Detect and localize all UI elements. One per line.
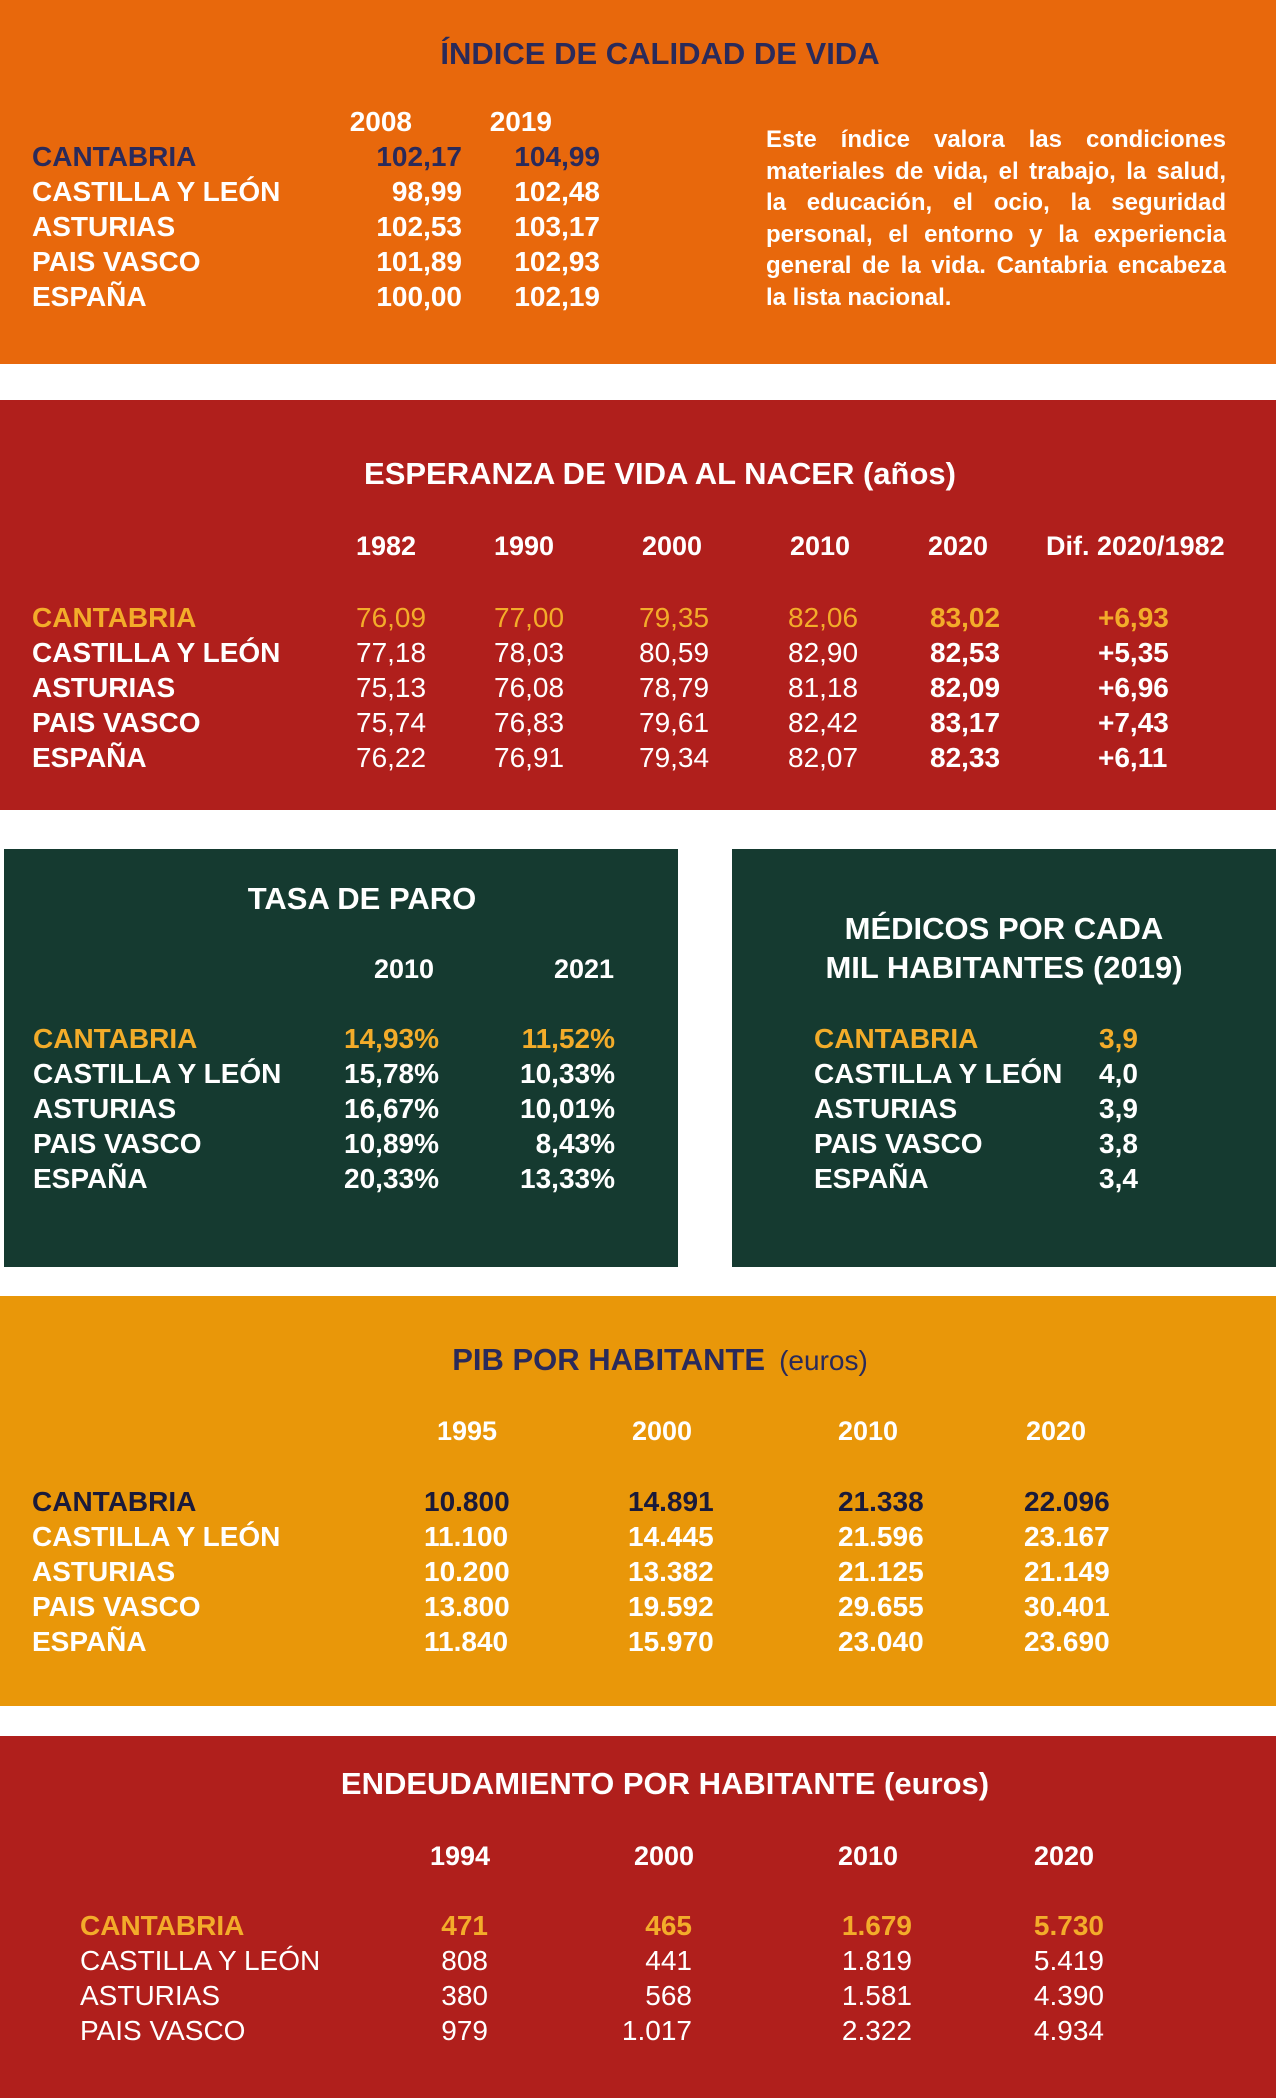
value-cell: 13,33% <box>520 1163 615 1194</box>
value-cell: 465 <box>645 1910 692 1941</box>
region-label: ASTURIAS <box>33 1093 177 1124</box>
value-cell: 380 <box>441 1980 488 2011</box>
value-cell: 3,9 <box>1099 1023 1138 1054</box>
value-cell: 5.730 <box>1033 1910 1104 1941</box>
value-cell: 1.017 <box>621 2015 692 2046</box>
year-header: 2020 <box>1026 1416 1087 1446</box>
calidad-de-vida-panel <box>0 0 1276 364</box>
region-label: ESPAÑA <box>814 1163 929 1194</box>
value-cell: +6,11 <box>1098 742 1168 773</box>
region-label: ASTURIAS <box>814 1093 958 1124</box>
medicos-title-line2: MIL HABITANTES (2019) <box>825 950 1183 985</box>
endeudamiento-panel <box>0 1736 1276 2098</box>
value-cell: 102,93 <box>514 246 600 277</box>
region-label: PAIS VASCO <box>32 246 201 277</box>
value-cell: 21.149 <box>1024 1556 1110 1587</box>
deuda-title: ENDEUDAMIENTO POR HABITANTE (euros) <box>340 1766 990 1801</box>
value-cell: 441 <box>645 1945 692 1976</box>
value-cell: 568 <box>645 1980 692 2011</box>
value-cell: 20,33% <box>344 1163 439 1194</box>
year-header: 1990 <box>494 531 555 561</box>
value-cell: 5.419 <box>1033 1945 1104 1976</box>
value-cell: 1.819 <box>841 1945 912 1976</box>
value-cell: 83,17 <box>930 707 1001 738</box>
value-cell: 4.934 <box>1033 2015 1104 2046</box>
value-cell: 101,89 <box>376 246 462 277</box>
value-cell: 1.581 <box>841 1980 912 2011</box>
year-header: 2021 <box>554 954 615 984</box>
value-cell: 21.596 <box>838 1521 924 1552</box>
value-cell: 11,52% <box>521 1023 615 1054</box>
value-cell: 23.690 <box>1024 1626 1110 1657</box>
value-cell: 82,07 <box>788 742 859 773</box>
value-cell: 11.100 <box>424 1521 509 1552</box>
year-header: 2010 <box>790 531 851 561</box>
value-cell: 76,91 <box>494 742 565 773</box>
value-cell: 14.891 <box>628 1486 714 1517</box>
calidad-note: Este índice valora las condiciones materiales de vida, el trabajo, la salud, la educación, el ocio, la seguridad personal, el entorno y la experiencia general de la vida. Cantabria encabeza la lista nacional. <box>766 126 1226 311</box>
value-cell: 83,02 <box>930 602 1001 633</box>
value-cell: 102,48 <box>514 176 600 207</box>
calidad-title: ÍNDICE DE CALIDAD DE VIDA <box>440 36 880 71</box>
value-cell: 76,22 <box>356 742 427 773</box>
value-cell: 103,17 <box>514 211 600 242</box>
region-label: ASTURIAS <box>32 211 176 242</box>
region-label: CANTABRIA <box>32 141 197 172</box>
region-label: PAIS VASCO <box>80 2015 246 2046</box>
year-header: 2000 <box>634 1841 695 1871</box>
region-label: CANTABRIA <box>33 1023 198 1054</box>
value-cell: 21.125 <box>838 1556 924 1587</box>
value-cell: 78,79 <box>639 672 710 703</box>
region-label: ESPAÑA <box>33 1163 148 1194</box>
value-cell: +6,93 <box>1098 602 1169 633</box>
year-header: 2020 <box>928 531 989 561</box>
esperanza-vida-panel <box>0 400 1276 810</box>
value-cell: 21.338 <box>838 1486 924 1517</box>
region-label: ESPAÑA <box>32 742 147 773</box>
year-header: 2020 <box>1034 1841 1095 1871</box>
value-cell: 8,43% <box>535 1128 615 1159</box>
value-cell: 82,09 <box>930 672 1001 703</box>
region-label: CANTABRIA <box>814 1023 979 1054</box>
pib-unit: (euros) <box>779 1345 868 1376</box>
value-cell: 808 <box>441 1945 488 1976</box>
value-cell: 14,93% <box>344 1023 439 1054</box>
value-cell: 4.390 <box>1033 1980 1104 2011</box>
region-label: ASTURIAS <box>32 672 176 703</box>
value-cell: +7,43 <box>1098 707 1169 738</box>
value-cell: 23.040 <box>838 1626 924 1657</box>
value-cell: 11.840 <box>424 1626 509 1657</box>
region-label: PAIS VASCO <box>33 1128 202 1159</box>
value-cell: 3,8 <box>1099 1128 1138 1159</box>
value-cell: 82,53 <box>930 637 1001 668</box>
value-cell: 79,61 <box>639 707 710 738</box>
value-cell: 30.401 <box>1024 1591 1110 1622</box>
value-cell: 1.679 <box>841 1910 912 1941</box>
value-cell: 104,99 <box>514 141 600 172</box>
value-cell: 81,18 <box>788 672 859 703</box>
paro-title: TASA DE PARO <box>247 881 477 916</box>
value-cell: 19.592 <box>628 1591 714 1622</box>
value-cell: 979 <box>441 2015 488 2046</box>
value-cell: 13.382 <box>628 1556 714 1587</box>
region-label: CASTILLA Y LEÓN <box>80 1945 321 1976</box>
esperanza-title: ESPERANZA DE VIDA AL NACER (años) <box>364 456 956 491</box>
year-header: 1994 <box>430 1841 491 1871</box>
year-header: 2019 <box>489 106 552 137</box>
region-label: CANTABRIA <box>80 1910 245 1941</box>
value-cell: 15.970 <box>628 1626 714 1657</box>
region-label: ESPAÑA <box>32 281 147 312</box>
year-header: 1995 <box>437 1416 498 1446</box>
value-cell: 100,00 <box>376 281 462 312</box>
region-label: ASTURIAS <box>80 1980 221 2011</box>
region-label: ESPAÑA <box>32 1626 147 1657</box>
value-cell: 75,74 <box>356 707 427 738</box>
pib-title <box>0 1342 1276 1378</box>
value-cell: 76,83 <box>494 707 565 738</box>
value-cell: 102,19 <box>514 281 600 312</box>
region-label: PAIS VASCO <box>32 1591 201 1622</box>
value-cell: 10,89% <box>344 1128 439 1159</box>
region-label: CANTABRIA <box>32 602 197 633</box>
value-cell: 80,59 <box>639 637 710 668</box>
value-cell: 3,9 <box>1099 1093 1138 1124</box>
region-label: PAIS VASCO <box>32 707 201 738</box>
value-cell: 10.800 <box>424 1486 510 1517</box>
pib-panel <box>0 1296 1276 1706</box>
value-cell: 79,35 <box>639 602 710 633</box>
region-label: CANTABRIA <box>32 1486 197 1517</box>
value-cell: 102,53 <box>376 211 462 242</box>
pib-title-text: PIB POR HABITANTE <box>452 1342 766 1377</box>
year-header: 2010 <box>838 1841 899 1871</box>
year-header: 1982 <box>356 531 417 561</box>
value-cell: 3,4 <box>1099 1163 1138 1194</box>
value-cell: 77,00 <box>494 602 565 633</box>
region-label: CASTILLA Y LEÓN <box>33 1058 282 1089</box>
value-cell: 14.445 <box>628 1521 714 1552</box>
medicos-panel <box>732 849 1276 1267</box>
value-cell: 79,34 <box>639 742 710 773</box>
region-label: CASTILLA Y LEÓN <box>32 176 281 207</box>
year-header: 2010 <box>838 1416 899 1446</box>
value-cell: 10,33% <box>520 1058 615 1089</box>
region-label: ASTURIAS <box>32 1556 176 1587</box>
value-cell: 102,17 <box>376 141 462 172</box>
value-cell: 82,42 <box>788 707 859 738</box>
value-cell: 82,33 <box>930 742 1001 773</box>
value-cell: 16,67% <box>344 1093 439 1124</box>
value-cell: 82,06 <box>788 602 859 633</box>
value-cell: 10,01% <box>520 1093 615 1124</box>
region-label: CASTILLA Y LEÓN <box>32 637 281 668</box>
value-cell: 76,08 <box>494 672 565 703</box>
value-cell: 82,90 <box>788 637 859 668</box>
value-cell: 471 <box>441 1910 488 1941</box>
value-cell: 76,09 <box>356 602 427 633</box>
value-cell: +6,96 <box>1098 672 1169 703</box>
tasa-paro-panel <box>4 849 678 1267</box>
year-header: Dif. 2020/1982 <box>1046 531 1225 561</box>
value-cell: 77,18 <box>356 637 427 668</box>
value-cell: 2.322 <box>841 2015 912 2046</box>
value-cell: 10.200 <box>424 1556 510 1587</box>
year-header: 2000 <box>632 1416 693 1446</box>
value-cell: 15,78% <box>344 1058 439 1089</box>
year-header: 2000 <box>642 531 703 561</box>
value-cell: 23.167 <box>1024 1521 1110 1552</box>
value-cell: 75,13 <box>356 672 427 703</box>
value-cell: +5,35 <box>1098 637 1169 668</box>
value-cell: 13.800 <box>424 1591 510 1622</box>
region-label: PAIS VASCO <box>814 1128 983 1159</box>
year-header: 2008 <box>349 106 412 137</box>
value-cell: 98,99 <box>391 176 462 207</box>
region-label: CASTILLA Y LEÓN <box>32 1521 281 1552</box>
value-cell: 78,03 <box>494 637 565 668</box>
medicos-title-line1: MÉDICOS POR CADA <box>844 911 1164 946</box>
value-cell: 29.655 <box>838 1591 924 1622</box>
value-cell: 22.096 <box>1024 1486 1110 1517</box>
value-cell: 4,0 <box>1099 1058 1138 1089</box>
year-header: 2010 <box>374 954 435 984</box>
region-label: CASTILLA Y LEÓN <box>814 1058 1063 1089</box>
